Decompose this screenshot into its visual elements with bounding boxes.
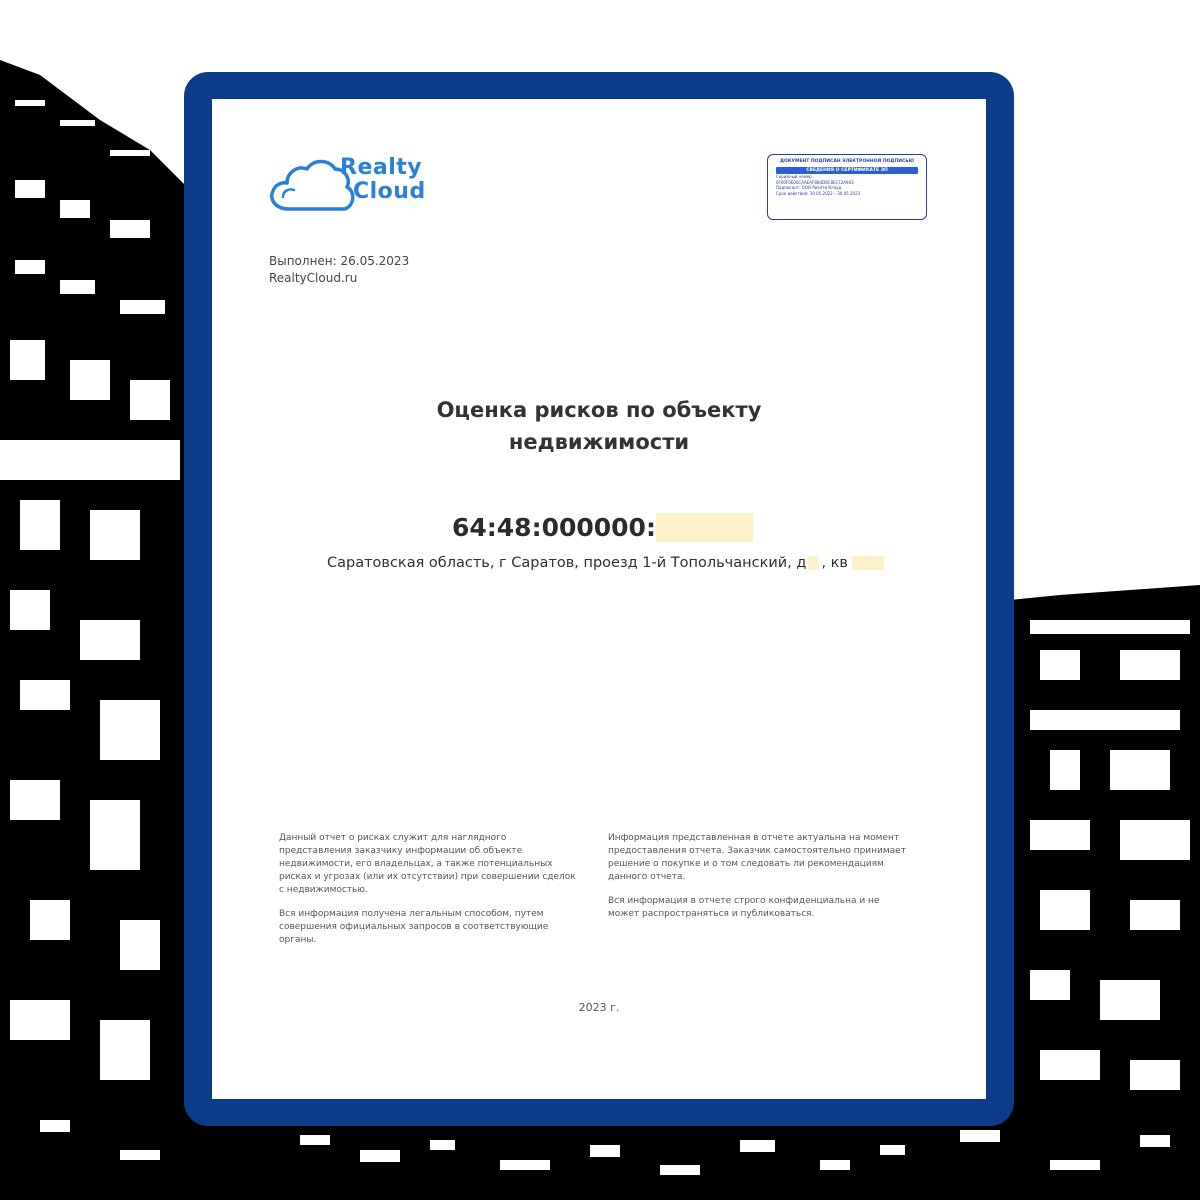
disclaimer-right <box>608 832 908 932</box>
redacted-block <box>656 513 753 542</box>
site-link: RealtyCloud.ru <box>269 271 358 285</box>
address-part-2: , кв <box>821 555 848 571</box>
stamp-bar-label: СВЕДЕНИЯ О СЕРТИФИКАТЕ ЭП <box>776 167 918 174</box>
report-meta <box>269 253 409 287</box>
stamp-heading: ДОКУМЕНТ ПОДПИСАН ЭЛЕКТРОННОЙ ПОДПИСЬЮ <box>779 159 914 164</box>
disclaimer-paragraph: Информация представленная в отчете актуальна на момент предоставления отчета. Заказчик самостоятельно принимает решение о покупке и о том следовать ли рекомендациям данного отчета. <box>608 833 906 882</box>
disclaimer-paragraph: Данный отчет о рисках служит для наглядного представления заказчику информации об объекте недвижимости, его владельцах, а также потенциальных рисках и угрозах (или их отсутствии) при совершении сделок с недвижимостью. <box>279 833 576 895</box>
cadastral-prefix: 64:48:000000: <box>452 512 656 542</box>
stamp-owner: Подписант: ООО Риэлти Клауд <box>776 185 842 190</box>
report-cover-page <box>212 99 986 1099</box>
logo-wordmark <box>340 156 426 204</box>
stamp-serial-label: Серийный номер <box>776 174 812 179</box>
logo-line-2: Cloud <box>353 179 426 204</box>
e-signature-stamp <box>767 154 927 220</box>
title-line-1: Оценка рисков по объекту <box>436 398 762 422</box>
address-part-1: Саратовская область, г Саратов, проезд 1-й Топольчанский, д <box>327 555 807 571</box>
stamp-validity: Срок действия: 30.05.2022 – 30.05.2023 <box>776 190 861 196</box>
disclaimer-left <box>279 832 579 958</box>
realtycloud-logo <box>267 151 437 217</box>
report-year: 2023 г. <box>578 1001 620 1014</box>
disclaimer-paragraph: Вся информация в отчете строго конфиденциальна и не может распространяться и публиковаться. <box>608 896 880 919</box>
title-line-2: недвижимости <box>508 430 690 454</box>
disclaimer-paragraph: Вся информация получена легальным способом, путем совершения официальных запросов в соответствующие органы. <box>279 909 549 945</box>
redacted-block <box>852 556 884 570</box>
stamp-serial-value: 0F00F0E00CAAEAF8B4D8C8ECF2A903 <box>776 179 854 185</box>
report-title <box>212 394 986 458</box>
redacted-block <box>808 556 819 570</box>
cadastral-number <box>452 510 753 544</box>
property-address <box>327 553 884 573</box>
logo-line-1: Realty <box>340 155 423 180</box>
completed-date: Выполнен: 26.05.2023 <box>269 254 410 268</box>
